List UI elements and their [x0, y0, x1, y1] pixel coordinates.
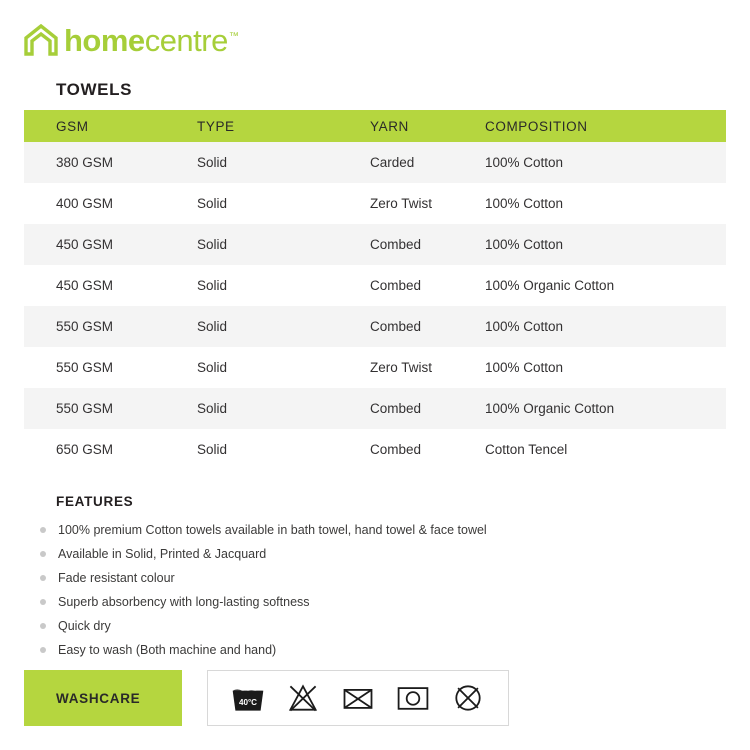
table-row: [24, 347, 726, 388]
list-item: [40, 614, 680, 638]
do-not-tumble-dry-icon: [340, 680, 376, 716]
list-item: [40, 518, 680, 542]
cell-composition: 100% Cotton: [485, 196, 564, 211]
cell-gsm: 380 GSM: [56, 155, 114, 170]
cell-composition: Cotton Tencel: [485, 442, 568, 457]
bullet-icon: [40, 599, 46, 605]
cell-composition: 100% Organic Cotton: [485, 278, 615, 293]
column-header-yarn: YARN: [370, 118, 409, 134]
cell-composition: 100% Organic Cotton: [485, 401, 615, 416]
table-row: [24, 142, 726, 183]
column-header-type: TYPE: [197, 118, 235, 134]
cell-gsm: 400 GSM: [56, 196, 114, 211]
cell-gsm: 550 GSM: [56, 319, 114, 334]
brand-wordmark: [64, 22, 239, 58]
washcare-icon-group: [207, 670, 509, 726]
cell-type: Solid: [197, 442, 228, 457]
list-item: [40, 566, 680, 590]
list-item: [40, 542, 680, 566]
cell-yarn: Combed: [370, 278, 422, 293]
feature-text: Available in Solid, Printed & Jacquard: [58, 547, 267, 561]
table-row: [24, 265, 726, 306]
cell-type: Solid: [197, 278, 228, 293]
page-title: TOWELS: [56, 80, 133, 99]
cell-type: Solid: [197, 196, 228, 211]
cell-type: Solid: [197, 237, 228, 252]
do-not-dry-clean-icon: [450, 680, 486, 716]
cell-gsm: 450 GSM: [56, 237, 114, 252]
table-row: [24, 306, 726, 347]
feature-text: 100% premium Cotton towels available in bath towel, hand towel & face towel: [58, 523, 487, 537]
table-row: [24, 224, 726, 265]
column-header-composition: COMPOSITION: [485, 118, 588, 134]
do-not-bleach-icon: [285, 680, 321, 716]
feature-text: Superb absorbency with long-lasting softness: [58, 595, 310, 609]
washcare-label: WASHCARE: [24, 670, 182, 726]
iron-icon: [395, 680, 431, 716]
cell-type: Solid: [197, 401, 228, 416]
cell-gsm: 650 GSM: [56, 442, 114, 457]
cell-yarn: Carded: [370, 155, 415, 170]
washcare-temp-label: 40°C: [238, 698, 257, 708]
features-title: FEATURES: [56, 494, 134, 509]
brand-name-bold: home: [64, 22, 145, 58]
cell-yarn: Zero Twist: [370, 360, 433, 375]
cell-type: Solid: [197, 319, 228, 334]
bullet-icon: [40, 527, 46, 533]
towels-table: [24, 110, 726, 470]
features-list: [40, 518, 680, 662]
bullet-icon: [40, 623, 46, 629]
list-item: [40, 590, 680, 614]
brand-logo: [24, 20, 238, 60]
cell-composition: 100% Cotton: [485, 319, 564, 334]
bullet-icon: [40, 551, 46, 557]
table-row: [24, 429, 726, 470]
washcare-section: [24, 670, 509, 726]
bullet-icon: [40, 575, 46, 581]
cell-gsm: 450 GSM: [56, 278, 114, 293]
column-header-gsm: GSM: [56, 118, 89, 134]
trademark-symbol: ™: [228, 31, 239, 43]
brand-name-light: centre: [144, 22, 228, 58]
cell-yarn: Combed: [370, 401, 422, 416]
bullet-icon: [40, 647, 46, 653]
cell-yarn: Zero Twist: [370, 196, 433, 211]
cell-yarn: Combed: [370, 442, 422, 457]
table-row: [24, 183, 726, 224]
cell-composition: 100% Cotton: [485, 155, 564, 170]
cell-type: Solid: [197, 360, 228, 375]
cell-gsm: 550 GSM: [56, 360, 114, 375]
feature-text: Quick dry: [58, 619, 111, 633]
list-item: [40, 638, 680, 662]
cell-yarn: Combed: [370, 319, 422, 334]
house-roof-icon: [24, 24, 58, 56]
table-header-row: [24, 110, 726, 142]
cell-yarn: Combed: [370, 237, 422, 252]
cell-gsm: 550 GSM: [56, 401, 114, 416]
cell-type: Solid: [197, 155, 228, 170]
table-row: [24, 388, 726, 429]
feature-text: Fade resistant colour: [58, 571, 175, 585]
machine-wash-40c-icon: [230, 680, 266, 716]
cell-composition: 100% Cotton: [485, 360, 564, 375]
feature-text: Easy to wash (Both machine and hand): [58, 643, 277, 657]
cell-composition: 100% Cotton: [485, 237, 564, 252]
